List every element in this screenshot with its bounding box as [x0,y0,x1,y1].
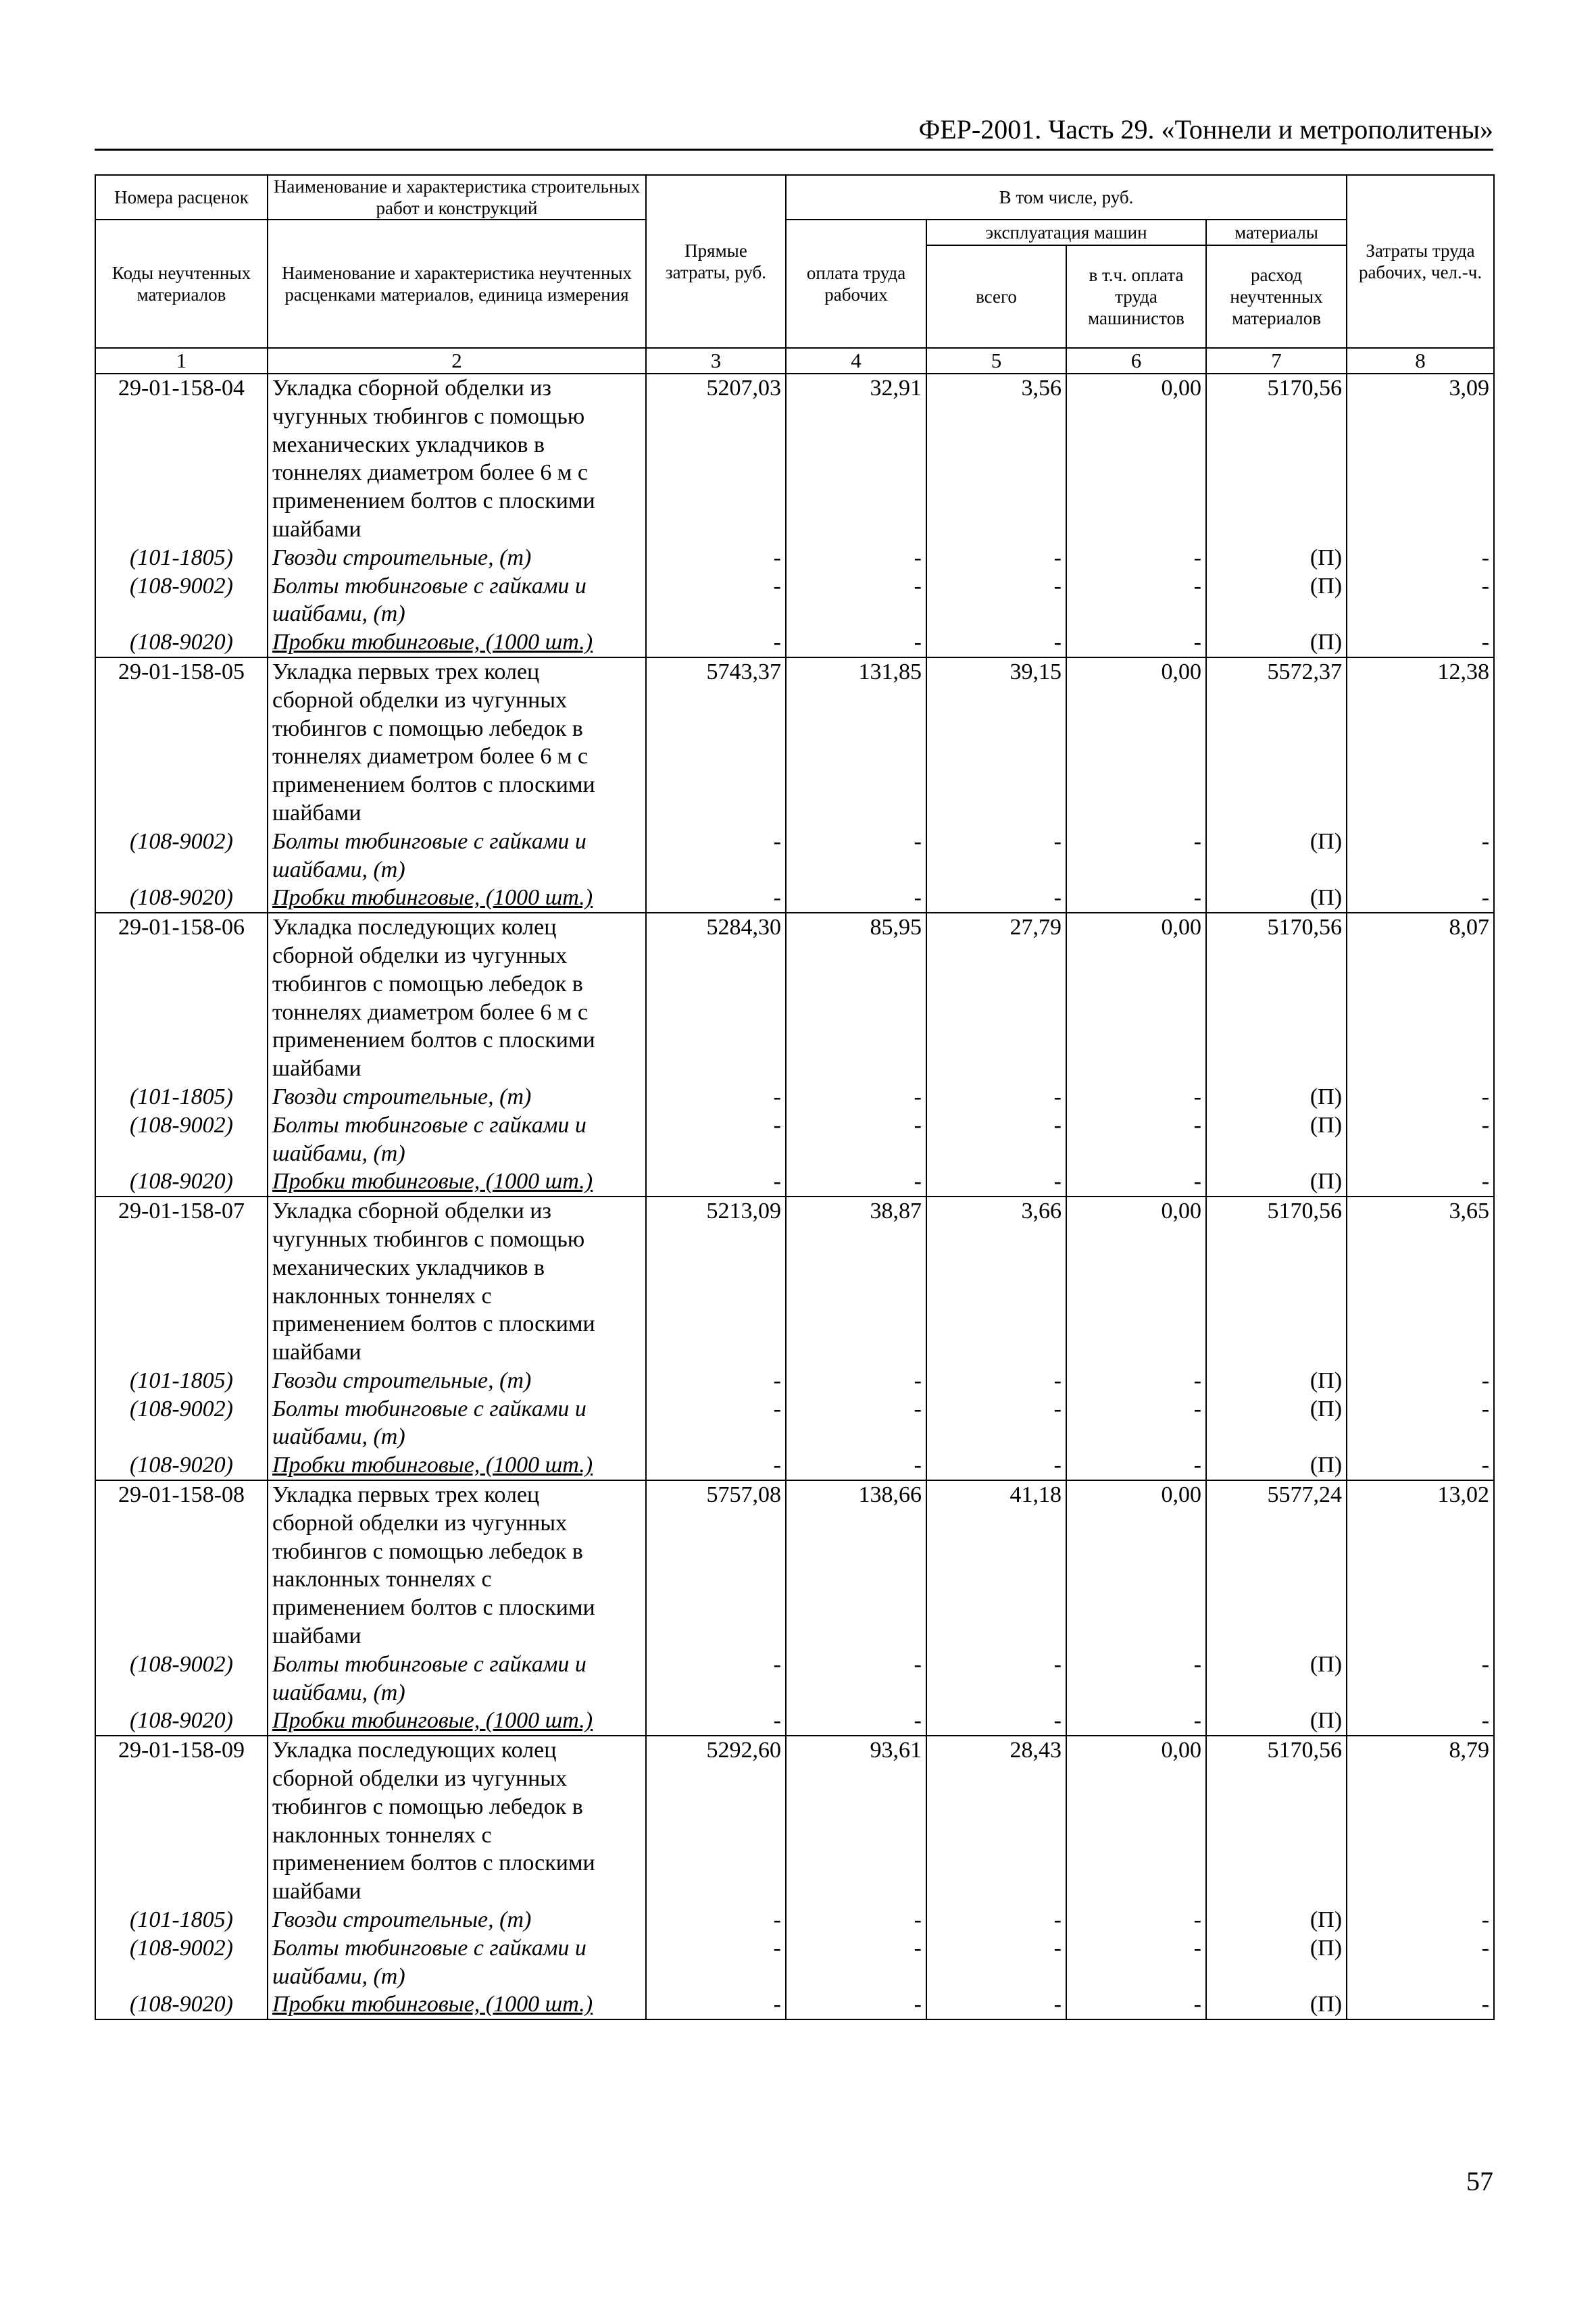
material-value: - [1066,1651,1206,1707]
name-line: Пробки тюбинговые, (1000 шт.) [272,630,593,655]
material-row [95,1395,1494,1452]
material-value: (П) [1206,572,1347,629]
col-machinist-pay-header: в т.ч. оплата труда машинистов [1066,245,1206,348]
material-row [95,1651,1494,1707]
material-value: - [646,1395,786,1452]
col-direct-costs-header: Прямые затраты, руб. [646,175,786,348]
name-line: тоннелях диаметром более 6 м с [272,744,588,770]
labor-hours: 13,02 [1347,1480,1494,1651]
worker-pay: 131,85 [786,657,926,828]
name-line: Болты тюбинговые с гайками и [272,573,587,599]
name-line: Гвозди строительные, (т) [272,1367,532,1393]
material-code: (108-9020) [95,1167,268,1197]
material-value: - [926,628,1066,657]
labor-hours: 12,38 [1347,657,1494,828]
material-value: (П) [1206,1451,1347,1480]
material-value: - [786,1167,926,1197]
machinist-pay: 0,00 [1066,657,1206,828]
materials-cost: 5170,56 [1206,374,1347,544]
material-value: - [786,1934,926,1991]
name-line: тюбингов с помощью лебедок в [272,1538,583,1564]
name-line: Укладка последующих колец [272,915,557,940]
labor-hours: 3,65 [1347,1197,1494,1367]
name-line: Пробки тюбинговые, (1000 шт.) [272,1992,593,2017]
material-code: (101-1805) [95,1367,268,1395]
name-line: наклонных тоннелях с [272,1283,492,1309]
material-code: (108-9020) [95,884,268,913]
name-line: Болты тюбинговые с гайками и [272,828,587,854]
material-value: - [926,1451,1066,1480]
material-value: - [926,1906,1066,1934]
material-value: - [786,1906,926,1934]
material-value: - [1347,1395,1494,1452]
name-line: применением болтов с плоскими [272,488,595,514]
material-code: (108-9002) [95,828,268,884]
direct-cost: 5757,08 [646,1480,786,1651]
material-value: - [1066,1167,1206,1197]
direct-cost: 5292,60 [646,1736,786,1906]
material-value: - [786,544,926,572]
material-value: - [926,544,1066,572]
material-value: - [1066,1707,1206,1736]
name-line: чугунных тюбингов с помощью [272,403,585,429]
machines-total: 39,15 [926,657,1066,828]
material-value: - [786,1451,926,1480]
col-material-use-header: расход неучтенных материалов [1206,245,1347,348]
material-value: - [926,1367,1066,1395]
material-value: (П) [1206,1111,1347,1168]
material-code: (108-9002) [95,1111,268,1168]
material-value: - [1066,1395,1206,1452]
name-line: Укладка последующих колец [272,1738,557,1763]
material-value: - [1347,1083,1494,1111]
material-value: (П) [1206,1707,1347,1736]
name-line: шайбами [272,1340,361,1365]
material-code: (108-9002) [95,1651,268,1707]
material-value: (П) [1206,1651,1347,1707]
material-row [95,544,1494,572]
rate-row [95,913,1494,1083]
material-value: - [646,1451,786,1480]
direct-cost: 5207,03 [646,374,786,544]
material-value: - [646,1651,786,1707]
material-value: - [1066,572,1206,629]
name-line: наклонных тоннелях с [272,1822,492,1848]
name-line: сборной обделки из чугунных [272,942,568,968]
rate-code: 29-01-158-09 [95,1736,268,1906]
name-line: шайбами, (т) [272,1424,405,1450]
material-value: (П) [1206,544,1347,572]
column-number: 5 [926,348,1066,374]
column-number: 6 [1066,348,1206,374]
page-number: 57 [1466,2166,1493,2196]
material-name [268,884,646,913]
material-value: (П) [1206,828,1347,884]
name-line: Пробки тюбинговые, (1000 шт.) [272,885,593,911]
column-number: 3 [646,348,786,374]
materials-cost: 5170,56 [1206,1197,1347,1367]
name-line: тюбингов с помощью лебедок в [272,715,583,741]
material-value: - [646,1934,786,1991]
material-name [268,1707,646,1736]
name-line: применением болтов с плоскими [272,1851,595,1876]
machines-total: 3,66 [926,1197,1066,1367]
material-name [268,828,646,884]
material-value: - [786,884,926,913]
name-line: сборной обделки из чугунных [272,687,568,713]
labor-hours: 8,07 [1347,913,1494,1083]
material-value: - [786,1651,926,1707]
work-name [268,657,646,828]
material-value: - [926,572,1066,629]
material-value: - [786,572,926,629]
material-code: (108-9002) [95,1934,268,1991]
rate-code: 29-01-158-07 [95,1197,268,1367]
name-line: шайбами, (т) [272,1680,405,1705]
header-rule [95,149,1493,151]
worker-pay: 93,61 [786,1736,926,1906]
name-line: шайбами [272,1624,361,1649]
material-name [268,1651,646,1707]
material-value: - [1347,1906,1494,1934]
material-row [95,1934,1494,1991]
material-value: - [646,1167,786,1197]
material-value: - [1347,1451,1494,1480]
name-line: Укладка сборной обделки из [272,1199,551,1224]
material-value: - [786,1083,926,1111]
name-line: сборной обделки из чугунных [272,1766,568,1792]
material-value: - [786,828,926,884]
material-value: (П) [1206,1083,1347,1111]
name-line: шайбами [272,1056,361,1082]
material-value: - [646,1906,786,1934]
name-line: чугунных тюбингов с помощью [272,1226,585,1252]
rate-row [95,1197,1494,1367]
material-value: - [1066,1111,1206,1168]
rate-code: 29-01-158-06 [95,913,268,1083]
rate-code: 29-01-158-05 [95,657,268,828]
material-value: - [646,544,786,572]
material-value: - [926,1111,1066,1168]
machines-total: 41,18 [926,1480,1066,1651]
material-name [268,1083,646,1111]
machinist-pay: 0,00 [1066,1480,1206,1651]
group-materials-header: материалы [1206,220,1347,245]
material-value: - [786,1111,926,1168]
material-value: (П) [1206,1367,1347,1395]
machines-total: 3,56 [926,374,1066,544]
material-value: - [646,1707,786,1736]
material-value: - [1347,628,1494,657]
material-code: (108-9020) [95,628,268,657]
material-name [268,1934,646,1991]
material-value: - [926,1934,1066,1991]
material-value: - [1066,628,1206,657]
material-row [95,828,1494,884]
material-row [95,1083,1494,1111]
material-value: - [786,1707,926,1736]
name-line: Гвозди строительные, (т) [272,1084,532,1109]
group-machines-header: эксплуатация машин [926,220,1206,245]
worker-pay: 85,95 [786,913,926,1083]
material-row [95,884,1494,913]
column-number: 1 [95,348,268,374]
material-value: - [1347,544,1494,572]
material-value: - [926,884,1066,913]
column-number: 4 [786,348,926,374]
name-line: тюбингов с помощью лебедок в [272,971,583,997]
material-row [95,1451,1494,1480]
labor-hours: 3,09 [1347,374,1494,544]
name-line: Пробки тюбинговые, (1000 шт.) [272,1708,593,1734]
material-code: (108-9020) [95,1990,268,2019]
material-value: - [926,828,1066,884]
material-value: - [1066,1367,1206,1395]
material-value: - [1347,1651,1494,1707]
material-value: - [1347,1707,1494,1736]
material-value: - [1066,1451,1206,1480]
material-row [95,572,1494,629]
col-labor-hours-header: Затраты труда рабочих, чел.-ч. [1347,175,1494,348]
material-value: - [1347,1367,1494,1395]
materials-cost: 5170,56 [1206,913,1347,1083]
name-line: Укладка сборной обделки из [272,376,551,401]
material-value: - [646,1367,786,1395]
material-name [268,1395,646,1452]
name-line: применением болтов с плоскими [272,1595,595,1621]
materials-cost: 5577,24 [1206,1480,1347,1651]
name-line: шайбами, (т) [272,1963,405,1989]
machinist-pay: 0,00 [1066,374,1206,544]
material-value: - [786,1395,926,1452]
material-row [95,1111,1494,1168]
material-code: (101-1805) [95,1083,268,1111]
worker-pay: 138,66 [786,1480,926,1651]
column-number: 2 [268,348,646,374]
running-header: ФЕР-2001. Часть 29. «Тоннели и метрополитены» [918,114,1493,145]
material-value: - [1347,1167,1494,1197]
materials-cost: 5572,37 [1206,657,1347,828]
col-worker-pay-header: оплата труда рабочих [786,220,926,348]
material-value: - [786,1990,926,2019]
material-value: - [646,1083,786,1111]
rates-table [95,174,1495,2020]
material-value: - [1347,828,1494,884]
machinist-pay: 0,00 [1066,913,1206,1083]
name-line: механических укладчиков в [272,432,545,457]
material-name [268,1167,646,1197]
work-name [268,1197,646,1367]
material-value: - [1066,884,1206,913]
material-value: - [1347,1990,1494,2019]
name-line: шайбами [272,516,361,542]
name-line: шайбами, (т) [272,1140,405,1166]
rate-row [95,657,1494,828]
rate-row [95,1480,1494,1651]
col-work-name-header: Наименование и характеристика строительных работ и конструкций [268,175,646,220]
material-value: - [1066,1934,1206,1991]
material-value: - [1347,572,1494,629]
rate-row [95,1736,1494,1906]
name-line: тоннелях диаметром более 6 м с [272,460,588,486]
material-value: - [786,628,926,657]
material-value: - [926,1707,1066,1736]
material-value: - [646,884,786,913]
col-material-name-header: Наименование и характеристика неучтенных расценками материалов, единица измерения [268,220,646,348]
material-row [95,1990,1494,2019]
col-machines-total-header: всего [926,245,1066,348]
material-code: (108-9020) [95,1451,268,1480]
name-line: шайбами, (т) [272,601,405,627]
name-line: сборной обделки из чугунных [272,1510,568,1536]
name-line: Болты тюбинговые с гайками и [272,1651,587,1677]
material-value: - [786,1367,926,1395]
material-name [268,628,646,657]
machines-total: 28,43 [926,1736,1066,1906]
worker-pay: 32,91 [786,374,926,544]
machinist-pay: 0,00 [1066,1197,1206,1367]
work-name [268,374,646,544]
work-name [268,913,646,1083]
material-value: - [1066,544,1206,572]
name-line: Болты тюбинговые с гайками и [272,1112,587,1138]
material-value: - [926,1990,1066,2019]
material-value: - [646,572,786,629]
material-code: (108-9002) [95,1395,268,1452]
name-line: шайбами [272,1879,361,1905]
rate-code: 29-01-158-08 [95,1480,268,1651]
rate-row [95,374,1494,544]
name-line: применением болтов с плоскими [272,1311,595,1337]
material-row [95,1167,1494,1197]
material-code: (108-9002) [95,572,268,629]
direct-cost: 5743,37 [646,657,786,828]
material-value: - [926,1083,1066,1111]
material-row [95,1367,1494,1395]
material-value: (П) [1206,884,1347,913]
name-line: Болты тюбинговые с гайками и [272,1935,587,1961]
material-value: - [1347,1934,1494,1991]
material-name [268,1906,646,1934]
material-code: (101-1805) [95,544,268,572]
material-name [268,1451,646,1480]
name-line: применением болтов с плоскими [272,1028,595,1053]
material-value: - [1347,884,1494,913]
material-value: (П) [1206,1167,1347,1197]
name-line: Пробки тюбинговые, (1000 шт.) [272,1169,593,1194]
material-row [95,1906,1494,1934]
name-line: Болты тюбинговые с гайками и [272,1396,587,1422]
direct-cost: 5284,30 [646,913,786,1083]
material-value: - [1066,1990,1206,2019]
material-value: - [926,1395,1066,1452]
material-code: (101-1805) [95,1906,268,1934]
name-line: Укладка первых трех колец [272,659,540,684]
labor-hours: 8,79 [1347,1736,1494,1906]
materials-cost: 5170,56 [1206,1736,1347,1906]
material-name [268,572,646,629]
material-value: - [1066,1906,1206,1934]
rate-code: 29-01-158-04 [95,374,268,544]
material-name [268,1367,646,1395]
material-name [268,1111,646,1168]
material-value: (П) [1206,1934,1347,1991]
material-row [95,1707,1494,1736]
group-including-header: В том числе, руб. [786,175,1347,220]
name-line: Гвозди строительные, (т) [272,545,532,570]
name-line: Пробки тюбинговые, (1000 шт.) [272,1453,593,1478]
col-rate-number-header: Номера расценок [95,175,268,220]
material-value: - [926,1651,1066,1707]
work-name [268,1736,646,1906]
material-value: (П) [1206,1395,1347,1452]
name-line: применением болтов с плоскими [272,772,595,798]
column-number: 7 [1206,348,1347,374]
name-line: наклонных тоннелях с [272,1567,492,1592]
material-value: (П) [1206,628,1347,657]
machines-total: 27,79 [926,913,1066,1083]
col-material-codes-header: Коды неучтенных материалов [95,220,268,348]
name-line: тюбингов с помощью лебедок в [272,1794,583,1819]
material-value: - [646,1990,786,2019]
material-name [268,544,646,572]
material-value: - [1347,1111,1494,1168]
material-value: (П) [1206,1990,1347,2019]
name-line: тоннелях диаметром более 6 м с [272,999,588,1025]
material-value: - [1066,828,1206,884]
name-line: механических укладчиков в [272,1255,545,1280]
machinist-pay: 0,00 [1066,1736,1206,1906]
material-value: - [1066,1083,1206,1111]
material-value: - [646,1111,786,1168]
name-line: Укладка первых трех колец [272,1482,540,1508]
material-value: - [646,628,786,657]
column-number: 8 [1347,348,1494,374]
material-name [268,1990,646,2019]
worker-pay: 38,87 [786,1197,926,1367]
direct-cost: 5213,09 [646,1197,786,1367]
name-line: Гвозди строительные, (т) [272,1907,532,1933]
material-value: - [926,1167,1066,1197]
material-value: (П) [1206,1906,1347,1934]
name-line: шайбами [272,800,361,826]
material-row [95,628,1494,657]
material-code: (108-9020) [95,1707,268,1736]
work-name [268,1480,646,1651]
name-line: шайбами, (т) [272,857,405,882]
material-value: - [646,828,786,884]
